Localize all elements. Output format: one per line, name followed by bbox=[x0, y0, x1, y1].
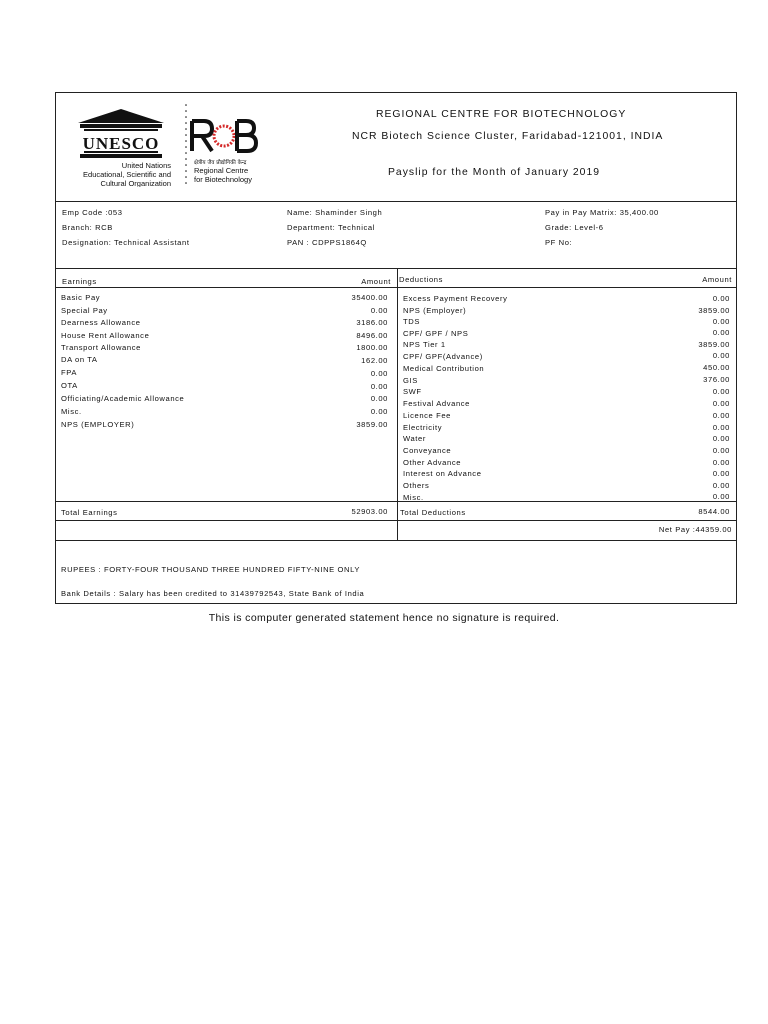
earning-amount: 162.00 bbox=[361, 356, 388, 365]
deduction-amount: 0.00 bbox=[712, 423, 730, 432]
divider bbox=[56, 287, 736, 288]
earning-amount: 3859.00 bbox=[356, 420, 388, 429]
deduction-label: Licence Fee bbox=[403, 411, 451, 420]
earnings-amount-heading: Amount bbox=[361, 277, 391, 286]
deduction-label: SWF bbox=[403, 387, 422, 396]
footer-note: This is computer generated statement hence no signature is required. bbox=[208, 612, 560, 624]
rcb-hindi-name: क्षेत्रीय जैव प्रौद्योगिकी केन्द्र bbox=[194, 160, 247, 166]
pf-number: PF No: bbox=[545, 238, 573, 247]
deduction-amount: 0.00 bbox=[712, 481, 730, 490]
emp-code: Emp Code :053 bbox=[62, 208, 123, 217]
deduction-amount: 0.00 bbox=[712, 492, 730, 501]
deduction-label: NPS (Employer) bbox=[403, 306, 467, 315]
earning-label: Special Pay bbox=[61, 306, 108, 315]
deduction-label: NPS Tier 1 bbox=[403, 340, 446, 349]
deduction-label: Interest on Advance bbox=[403, 469, 482, 478]
deduction-amount: 450.00 bbox=[703, 363, 730, 372]
deduction-label: Misc. bbox=[403, 493, 424, 502]
earning-label: Dearness Allowance bbox=[61, 318, 141, 327]
earning-amount: 0.00 bbox=[370, 382, 388, 391]
total-earnings-amount: 52903.00 bbox=[351, 507, 388, 516]
deduction-amount: 3859.00 bbox=[698, 340, 730, 349]
deduction-amount: 0.00 bbox=[712, 446, 730, 455]
divider bbox=[56, 501, 736, 502]
deduction-label: Others bbox=[403, 481, 430, 490]
payslip-title: Payslip for the Month of January 2019 bbox=[388, 167, 601, 178]
deduction-amount: 0.00 bbox=[712, 328, 730, 337]
pay-matrix: Pay in Pay Matrix: 35,400.00 bbox=[545, 208, 659, 217]
deduction-amount: 0.00 bbox=[712, 387, 730, 396]
net-pay: Net Pay :44359.00 bbox=[658, 525, 732, 534]
deductions-heading: Deductions bbox=[399, 275, 443, 284]
payslip-frame bbox=[55, 92, 737, 604]
earning-label: OTA bbox=[61, 381, 78, 390]
deduction-label: TDS bbox=[403, 317, 420, 326]
earning-label: Officiating/Academic Allowance bbox=[61, 394, 185, 403]
rcb-line-2: for Biotechnology bbox=[194, 175, 252, 184]
total-deductions-amount: 8544.00 bbox=[698, 507, 730, 516]
earning-label: Misc. bbox=[61, 407, 82, 416]
unesco-logo bbox=[66, 101, 176, 187]
unesco-line-3: Cultural Organization bbox=[100, 179, 171, 187]
deduction-amount: 376.00 bbox=[703, 375, 730, 384]
earning-amount: 35400.00 bbox=[351, 293, 388, 302]
earning-amount: 1800.00 bbox=[356, 343, 388, 352]
employee-name: Name: Shaminder Singh bbox=[287, 208, 383, 217]
earning-label: NPS (EMPLOYER) bbox=[61, 420, 135, 429]
deduction-amount: 0.00 bbox=[712, 458, 730, 467]
total-deductions-label: Total Deductions bbox=[400, 508, 466, 517]
deduction-label: Medical Contribution bbox=[403, 364, 485, 373]
unesco-line-2: Educational, Scientific and bbox=[83, 170, 171, 179]
deduction-label: CPF/ GPF(Advance) bbox=[403, 352, 483, 361]
earning-label: House Rent Allowance bbox=[61, 331, 150, 340]
deduction-amount: 0.00 bbox=[712, 399, 730, 408]
deduction-label: Excess Payment Recovery bbox=[403, 294, 508, 303]
branch: Branch: RCB bbox=[62, 223, 113, 232]
deduction-amount: 0.00 bbox=[712, 469, 730, 478]
amount-in-words: RUPEES : FORTY-FOUR THOUSAND THREE HUNDRED FIFTY-NINE ONLY bbox=[61, 565, 361, 574]
deduction-amount: 0.00 bbox=[712, 411, 730, 420]
deduction-label: GIS bbox=[403, 376, 418, 385]
deduction-label: Water bbox=[403, 434, 426, 443]
deduction-amount: 3859.00 bbox=[698, 306, 730, 315]
divider bbox=[56, 201, 736, 202]
deductions-amount-heading: Amount bbox=[702, 275, 732, 284]
deduction-label: Electricity bbox=[403, 423, 443, 432]
earning-amount: 0.00 bbox=[370, 306, 388, 315]
divider bbox=[56, 540, 736, 541]
earning-label: DA on TA bbox=[61, 355, 98, 364]
divider bbox=[56, 268, 736, 269]
deduction-label: Other Advance bbox=[403, 458, 462, 467]
org-name: REGIONAL CENTRE FOR BIOTECHNOLOGY bbox=[376, 109, 627, 120]
unesco-wordmark: UNESCO bbox=[82, 134, 160, 153]
deduction-label: Festival Advance bbox=[403, 399, 471, 408]
total-earnings-label: Total Earnings bbox=[61, 508, 118, 517]
deduction-label: Conveyance bbox=[403, 446, 452, 455]
earning-label: FPA bbox=[61, 368, 78, 377]
earning-amount: 0.00 bbox=[370, 407, 388, 416]
earning-amount: 8496.00 bbox=[356, 331, 388, 340]
earnings-heading: Earnings bbox=[62, 277, 97, 286]
deduction-amount: 0.00 bbox=[712, 351, 730, 360]
deduction-amount: 0.00 bbox=[712, 294, 730, 303]
org-address: NCR Biotech Science Cluster, Faridabad-121001, INDIA bbox=[352, 131, 664, 142]
unesco-line-1: United Nations bbox=[121, 161, 171, 170]
rcb-line-1: Regional Centre bbox=[194, 166, 249, 175]
earning-amount: 0.00 bbox=[370, 369, 388, 378]
deduction-label: CPF/ GPF / NPS bbox=[403, 329, 469, 338]
designation: Designation: Technical Assistant bbox=[62, 238, 190, 247]
earning-label: Basic Pay bbox=[61, 293, 101, 302]
rcb-logo bbox=[184, 99, 259, 187]
bank-details: Bank Details : Salary has been credited to 31439792543, State Bank of India bbox=[61, 589, 365, 598]
grade: Grade: Level-6 bbox=[545, 223, 604, 232]
earning-amount: 3186.00 bbox=[356, 318, 388, 327]
divider bbox=[56, 520, 736, 521]
earning-amount: 0.00 bbox=[370, 394, 388, 403]
pan-number: PAN : CDPPS1864Q bbox=[287, 238, 367, 247]
earning-label: Transport Allowance bbox=[61, 343, 141, 352]
deduction-amount: 0.00 bbox=[712, 317, 730, 326]
department: Department: Technical bbox=[287, 223, 376, 232]
deduction-amount: 0.00 bbox=[712, 434, 730, 443]
